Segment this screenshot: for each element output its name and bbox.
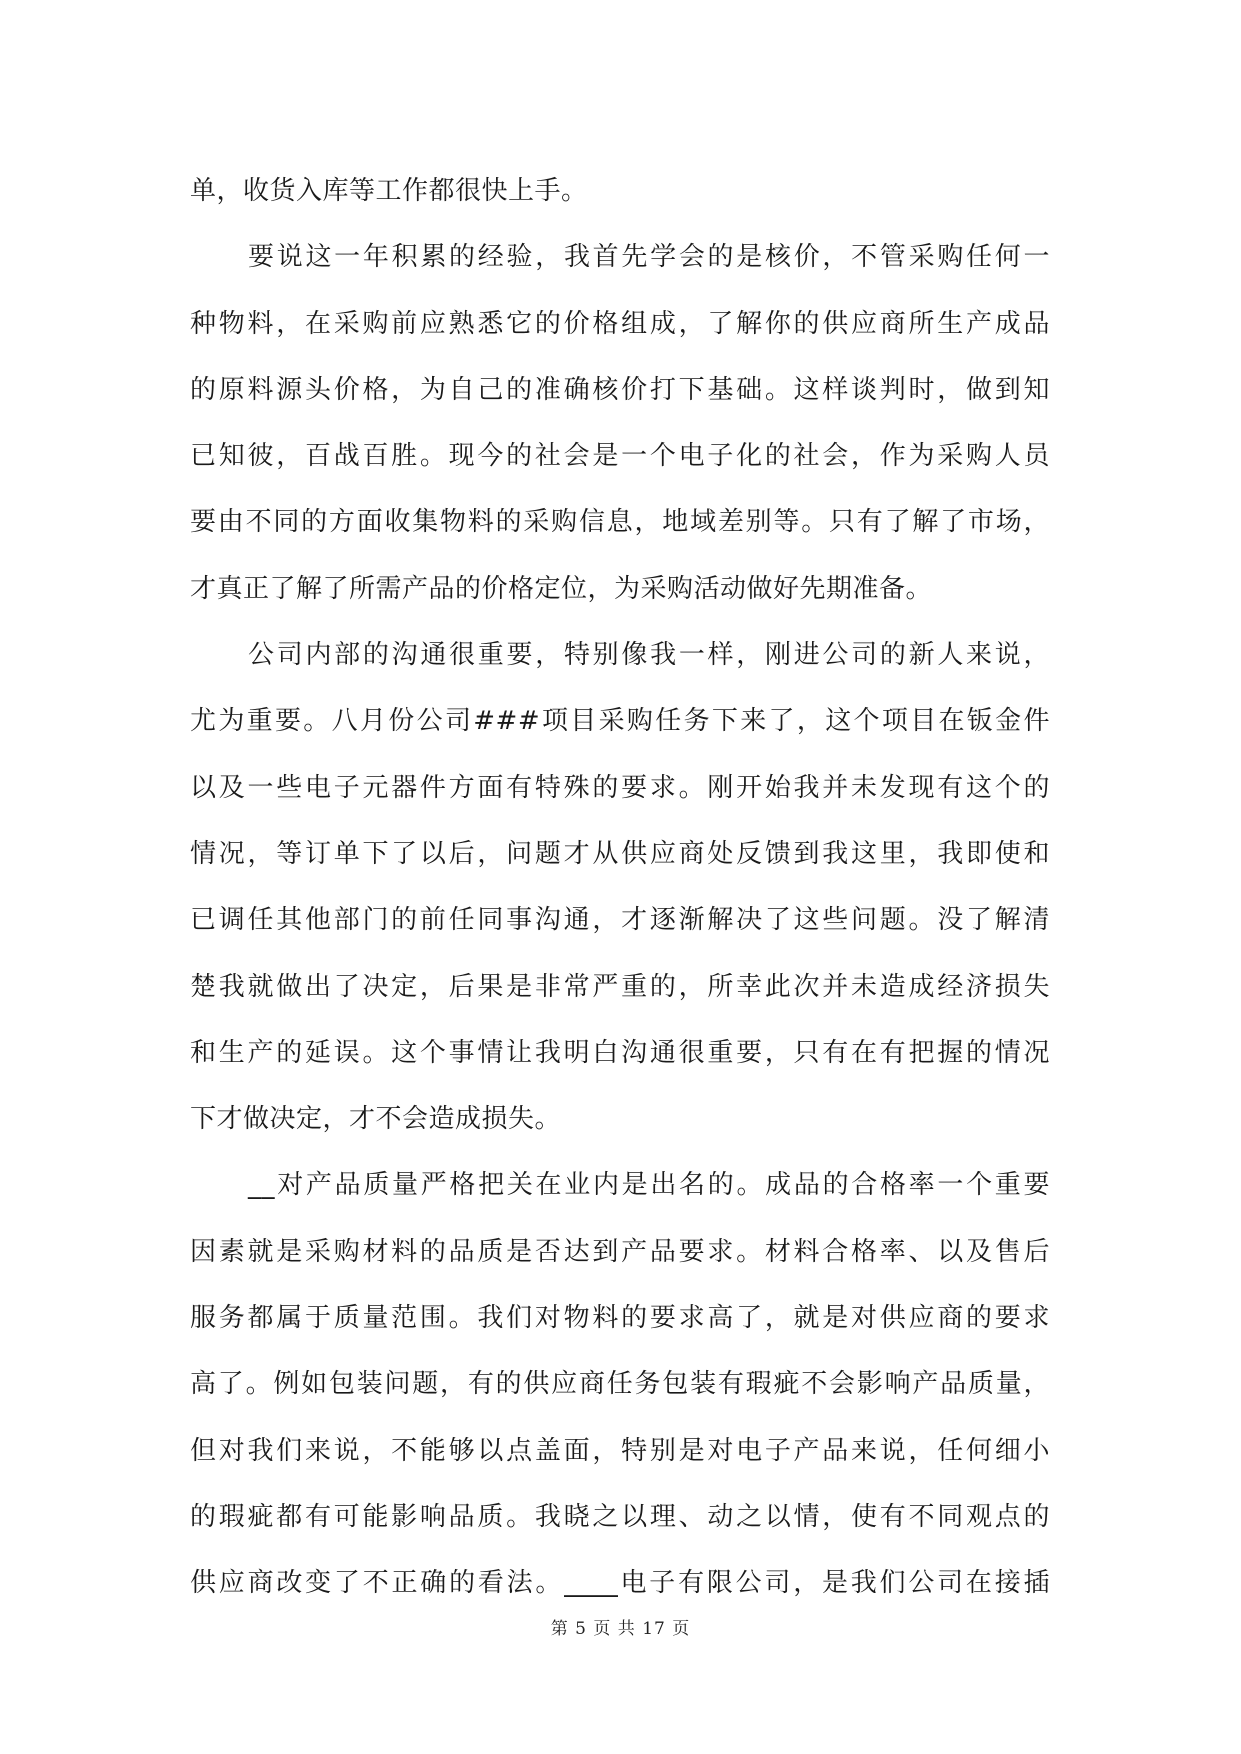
text-line: 服务都属于质量范围。我们对物料的要求高了，就是对供应商的要求 [190, 1303, 1050, 1334]
text-line: 下才做决定，才不会造成损失。 [190, 1104, 562, 1135]
page-number-footer: 第 5 页 共 17 页 [550, 1619, 691, 1639]
paragraph-start-line: __对产品质量严格把关在业内是出名的。成品的合格率一个重要 [248, 1170, 1050, 1201]
paragraph-start-line: 要说这一年积累的经验，我首先学会的是核价，不管采购任何一 [248, 242, 1050, 273]
text-line: 供应商改变了不正确的看法。____电子有限公司，是我们公司在接插 [190, 1568, 1050, 1599]
text-line: 情况，等订单下了以后，问题才从供应商处反馈到我这里，我即使和 [190, 838, 1050, 869]
text-line: 才真正了解了所需产品的价格定位，为采购活动做好先期准备。 [190, 573, 933, 604]
text-line: 以及一些电子元器件方面有特殊的要求。刚开始我并未发现有这个的 [190, 772, 1050, 803]
text-line: 单，收货入库等工作都很快上手。 [190, 176, 588, 206]
text-line: 因素就是采购材料的品质是否达到产品要求。材料合格率、以及售后 [190, 1236, 1050, 1267]
text-line: 的瑕疵都有可能影响品质。我晓之以理、动之以情，使有不同观点的 [190, 1501, 1050, 1532]
text-line: 种物料，在采购前应熟悉它的价格组成，了解你的供应商所生产成品 [190, 308, 1050, 339]
text-line: 高了。例如包装问题，有的供应商任务包装有瑕疵不会影响产品质量， [190, 1369, 1050, 1400]
text-line: 已调任其他部门的前任同事沟通，才逐渐解决了这些问题。没了解清 [190, 905, 1050, 936]
text-line: 楚我就做出了决定，后果是非常严重的，所幸此次并未造成经济损失 [190, 971, 1050, 1002]
text-line: 尤为重要。八月份公司###项目采购任务下来了，这个项目在钣金件 [190, 706, 1050, 737]
text-line: 已知彼，百战百胜。现今的社会是一个电子化的社会，作为采购人员 [190, 441, 1050, 472]
text-line: 要由不同的方面收集物料的采购信息，地域差别等。只有了解了市场， [190, 507, 1050, 538]
text-line: 和生产的延误。这个事情让我明白沟通很重要，只有在有把握的情况 [190, 1037, 1050, 1068]
text-line: 但对我们来说，不能够以点盖面，特别是对电子产品来说，任何细小 [190, 1435, 1050, 1466]
paragraph-start-line: 公司内部的沟通很重要，特别像我一样，刚进公司的新人来说， [248, 640, 1050, 671]
document-body [190, 158, 1050, 1617]
text-line: 的原料源头价格，为自己的准确核价打下基础。这样谈判时，做到知 [190, 374, 1050, 405]
